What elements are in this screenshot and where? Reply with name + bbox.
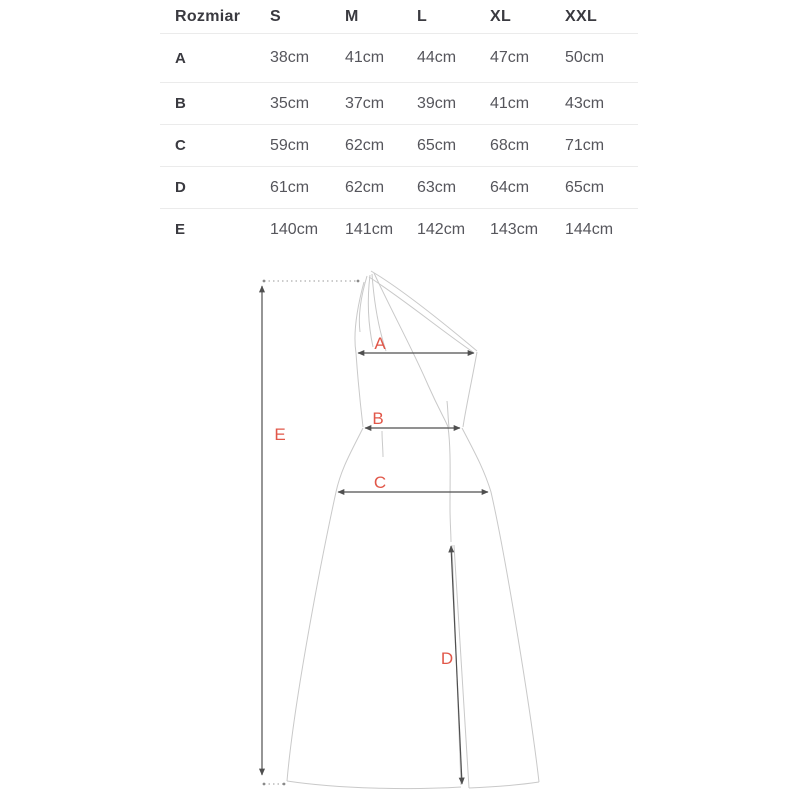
dress-measurement-diagram <box>240 255 560 800</box>
skirt-right-edge <box>462 428 539 782</box>
cell-value: 140cm <box>270 220 319 238</box>
cell-value: 65cm <box>417 136 457 154</box>
cell-value: 50cm <box>565 49 605 66</box>
cell-value: 37cm <box>345 94 385 112</box>
cell-value: 62cm <box>345 178 385 196</box>
measure-label-a: A <box>374 334 386 353</box>
cell-value: 144cm <box>565 220 614 238</box>
row-label: C <box>175 137 186 154</box>
cell-value: 41cm <box>345 49 385 66</box>
cell-value: 143cm <box>490 220 539 238</box>
cell-value: 43cm <box>565 94 605 112</box>
measure-label-b: B <box>372 409 384 428</box>
cell-value: 68cm <box>490 136 530 154</box>
cell-value: 35cm <box>270 94 310 112</box>
header-cell-s: S <box>270 7 281 25</box>
cell-value: 41cm <box>490 94 530 112</box>
header-cell-m: M <box>345 7 359 25</box>
hem-left-panel <box>287 781 461 789</box>
table-header-row <box>160 0 638 34</box>
row-label: A <box>175 49 186 67</box>
cell-value: 71cm <box>565 136 605 154</box>
measure-label-c: C <box>373 473 387 492</box>
dress-outline <box>287 271 539 789</box>
row-label: E <box>175 221 186 238</box>
bodice-left-edge <box>355 282 364 427</box>
table-row <box>160 167 638 209</box>
table-row <box>160 209 638 250</box>
skirt-left-edge <box>287 428 363 781</box>
header-cell-xl: XL <box>490 7 512 25</box>
waist-dart-line <box>382 431 383 457</box>
shoulder-strap-upper-edge <box>371 271 477 351</box>
cell-value: 62cm <box>345 136 385 154</box>
size-table <box>160 0 638 250</box>
gather-line <box>368 275 373 347</box>
cell-value: 64cm <box>490 178 530 196</box>
header-cell-rozmiar: Rozmiar <box>175 7 241 25</box>
table-row <box>160 34 638 83</box>
cell-value: 47cm <box>490 49 530 66</box>
bodice-right-edge <box>463 352 477 427</box>
table-row <box>160 83 638 125</box>
hem-right-panel <box>469 782 539 788</box>
cell-value: 39cm <box>417 94 457 112</box>
cell-value: 38cm <box>270 49 310 66</box>
table-row <box>160 125 638 167</box>
cell-value: 141cm <box>345 220 394 238</box>
cell-value: 44cm <box>417 49 457 66</box>
measure-label-e: E <box>274 425 286 444</box>
cell-value: 61cm <box>270 178 310 196</box>
cell-value: 142cm <box>417 220 466 238</box>
drape-line-short <box>447 401 449 427</box>
drape-line <box>374 273 451 542</box>
header-cell-xxl: XXL <box>565 7 598 25</box>
cell-value: 65cm <box>565 178 605 196</box>
measure-label-d: D <box>440 649 454 668</box>
row-label: D <box>175 179 186 196</box>
header-cell-l: L <box>417 7 428 25</box>
cell-value: 59cm <box>270 136 310 154</box>
cell-value: 63cm <box>417 178 457 196</box>
row-label: B <box>175 95 186 112</box>
